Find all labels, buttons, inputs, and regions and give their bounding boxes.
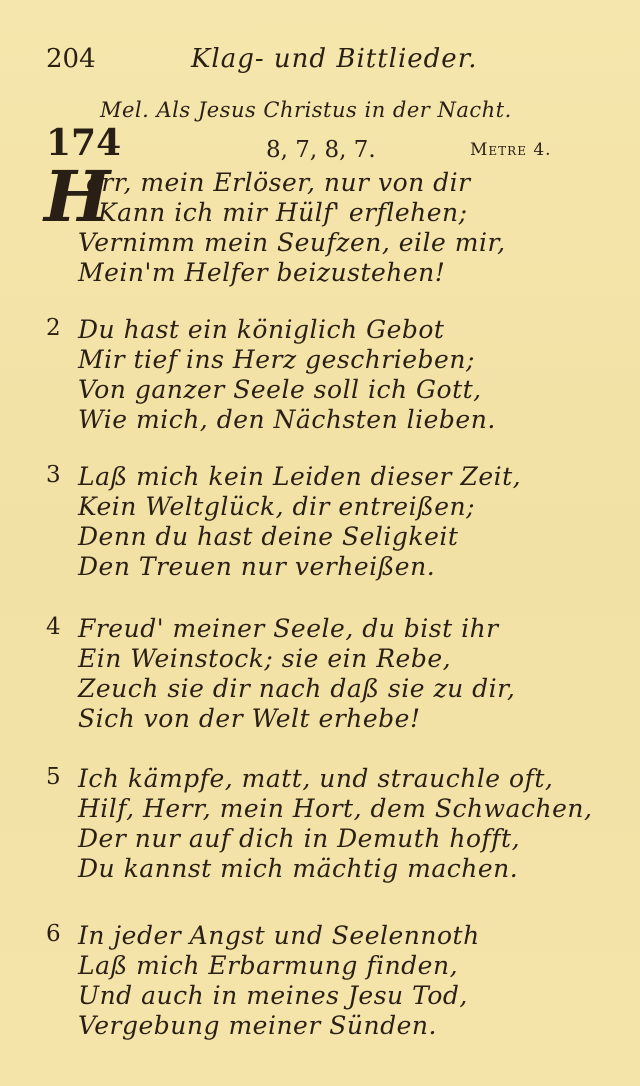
verse-line: Von ganzer Seele soll ich Gott, bbox=[78, 375, 482, 404]
verse-line: Mein'm Helfer beizustehen! bbox=[78, 258, 446, 287]
page-header bbox=[46, 44, 566, 80]
verse-line: Denn du hast deine Seligkeit bbox=[78, 522, 459, 551]
verse-line: Kein Weltglück, dir entreißen; bbox=[78, 492, 476, 521]
verse-line: Du hast ein königlich Gebot bbox=[78, 315, 445, 344]
verse-line: Laß mich Erbarmung finden, bbox=[78, 951, 459, 980]
verse-line: Laß mich kein Leiden dieser Zeit, bbox=[78, 462, 522, 491]
meter-label: Metre 4. bbox=[470, 140, 552, 160]
verse-line: Zeuch sie dir nach daß sie zu dir, bbox=[78, 674, 516, 703]
meter-pattern: 8, 7, 8, 7. bbox=[266, 137, 376, 163]
verse-line: Sich von der Welt erhebe! bbox=[78, 704, 421, 733]
stanza-number: 4 bbox=[46, 614, 61, 640]
page-number: 204 bbox=[46, 44, 96, 74]
stanza-number: 3 bbox=[46, 462, 61, 488]
running-head: Klag- und Bittlieder. bbox=[191, 44, 478, 74]
verse-line: Freud' meiner Seele, du bist ihr bbox=[78, 614, 499, 643]
verse-line: Vergebung meiner Sünden. bbox=[78, 1011, 437, 1040]
verse-line: Hilf, Herr, mein Hort, dem Schwachen, bbox=[78, 794, 593, 823]
melody-line: Mel. Als Jesus Christus in der Nacht. bbox=[100, 98, 512, 122]
verse-line: Du kannst mich mächtig machen. bbox=[78, 854, 519, 883]
verse-line: Ein Weinstock; sie ein Rebe, bbox=[78, 644, 452, 673]
verse-line: Ich kämpfe, matt, und strauchle oft, bbox=[78, 764, 554, 793]
verse-line: Mir tief ins Herz geschrieben; bbox=[78, 345, 475, 374]
hymn-number: 174 bbox=[46, 122, 122, 164]
stanza-number: 5 bbox=[46, 764, 61, 790]
stanza-number: 2 bbox=[46, 315, 61, 341]
verse-line: err, mein Erlöser, nur von dir bbox=[86, 168, 471, 197]
verse-line: In jeder Angst und Seelennoth bbox=[78, 921, 480, 950]
verse-line: Vernimm mein Seufzen, eile mir, bbox=[78, 228, 506, 257]
verse-line: Und auch in meines Jesu Tod, bbox=[78, 981, 468, 1010]
drop-cap: H bbox=[44, 155, 111, 238]
verse-line: Der nur auf dich in Demuth hofft, bbox=[78, 824, 521, 853]
verse-line: Wie mich, den Nächsten lieben. bbox=[78, 405, 496, 434]
stanza-number: 6 bbox=[46, 921, 61, 947]
verse-line: Den Treuen nur verheißen. bbox=[78, 552, 436, 581]
verse-line: Kann ich mir Hülf' erflehen; bbox=[98, 198, 468, 227]
